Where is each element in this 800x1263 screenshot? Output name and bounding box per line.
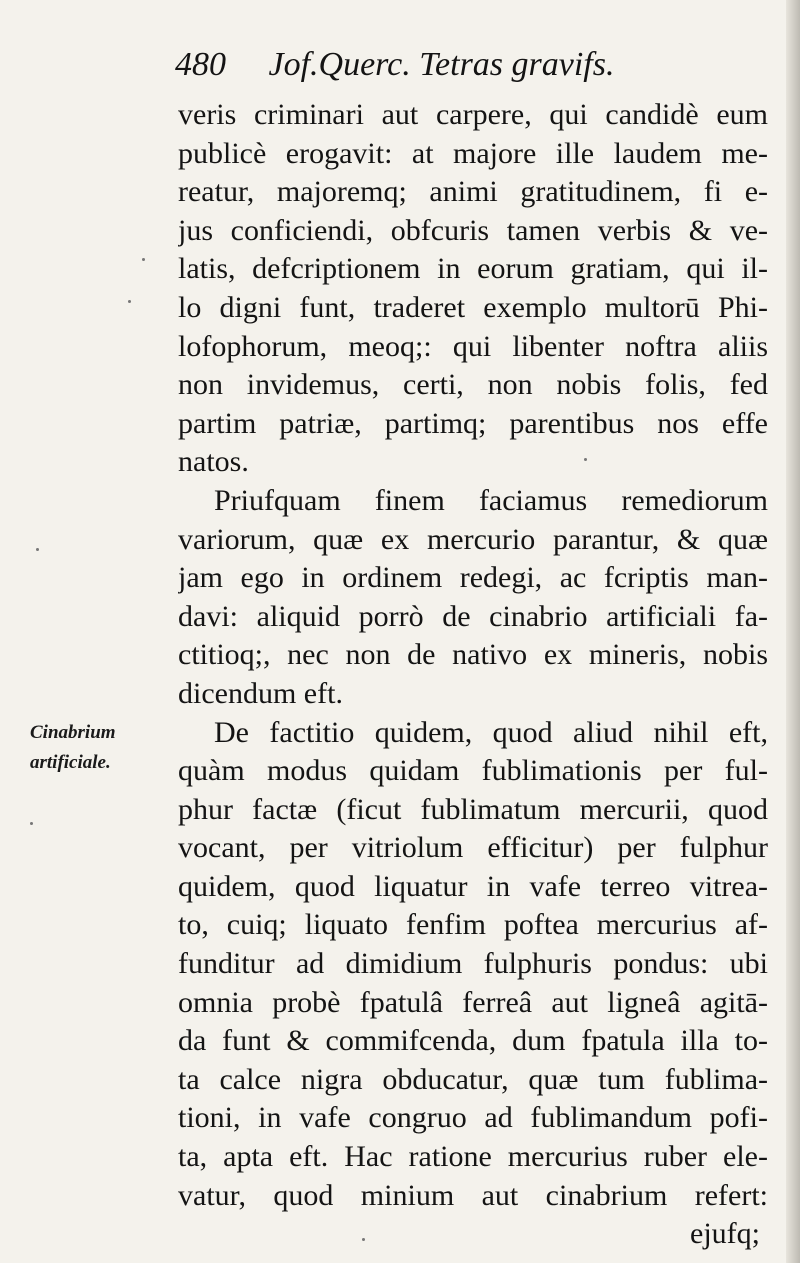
text-line: lo digni funt, traderet exemplo multorū Phi- [178,290,768,324]
text-line: to, cuiq; liquato fenfim poftea mercurius af- [178,908,768,942]
text-line: davi: aliquid porrò de cinabrio artificiali fa- [178,599,768,633]
text-line: lofophorum, meoq;: qui libenter noftra aliis [178,329,768,363]
text-line: funditur ad dimidium fulphuris pondus: ubi [178,947,768,981]
text-line: ta, apta eft. Hac ratione mercurius ruber ele- [178,1140,768,1174]
text-line: jus conficiendi, obfcuris tamen verbis & ve- [178,213,768,247]
page-edge [786,0,800,1263]
text-line: jam ego in ordinem redegi, ac fcriptis man- [178,561,768,595]
text-line: reatur, majoremq; animi gratitudinem, fi e- [178,175,768,209]
text-line: dicendum eft. [178,676,343,710]
text-line: omnia probè fpatulâ ferreâ aut ligneâ agitā- [178,985,768,1019]
paper-speck [128,300,131,303]
text-line: vocant, per vitriolum efficitur) per fulphur [178,831,768,865]
margin-note-line: artificiale. [30,752,111,773]
margin-note-line: Cinabrium [30,722,116,743]
text-line: publicè erogavit: at majore ille laudem me- [178,136,768,170]
text-line: veris criminari aut carpere, qui candidè eum [178,98,768,131]
paper-speck [584,458,587,461]
body-text [178,96,768,1254]
text-line: De factitio quidem, quod aliud nihil eft, [214,715,768,749]
paper-speck [30,822,33,825]
text-line: quidem, quod liquatur in vafe terreo vitrea- [178,869,768,903]
paper-speck [362,1238,365,1241]
text-line: da funt & commifcenda, dum fpatula illa to- [178,1024,768,1058]
text-line: partim patriæ, partimq; parentibus nos effe [178,406,768,440]
text-line: tioni, in vafe congruo ad fublimandum pofi- [178,1101,768,1135]
text-line: latis, defcriptionem in eorum gratiam, qui il- [178,252,768,286]
margin-note [30,718,170,778]
text-line: ta calce nigra obducatur, quæ tum fublima- [178,1062,768,1096]
text-line: quàm modus quidam fublimationis per ful- [178,754,768,788]
running-title: Jof.Querc. Tetras gravifs. [268,46,615,83]
text-line: non invidemus, certi, non nobis folis, fed [178,368,768,402]
page-number: 480 [175,46,226,83]
text-line: ctitioq;, nec non de nativo ex mineris, nobis [178,638,768,672]
paper-speck [142,258,145,261]
text-line: phur factæ (ficut fublimatum mercurii, quod [178,792,768,826]
running-head [175,40,735,90]
paper-speck [36,548,39,551]
text-line: variorum, quæ ex mercurio parantur, & quæ [178,522,768,556]
catchword: ejufq; [690,1217,760,1251]
text-line: vatur, quod minium aut cinabrium refert: [178,1178,768,1212]
text-line: natos. [178,445,249,479]
text-line: Priufquam finem faciamus remediorum [214,483,768,517]
